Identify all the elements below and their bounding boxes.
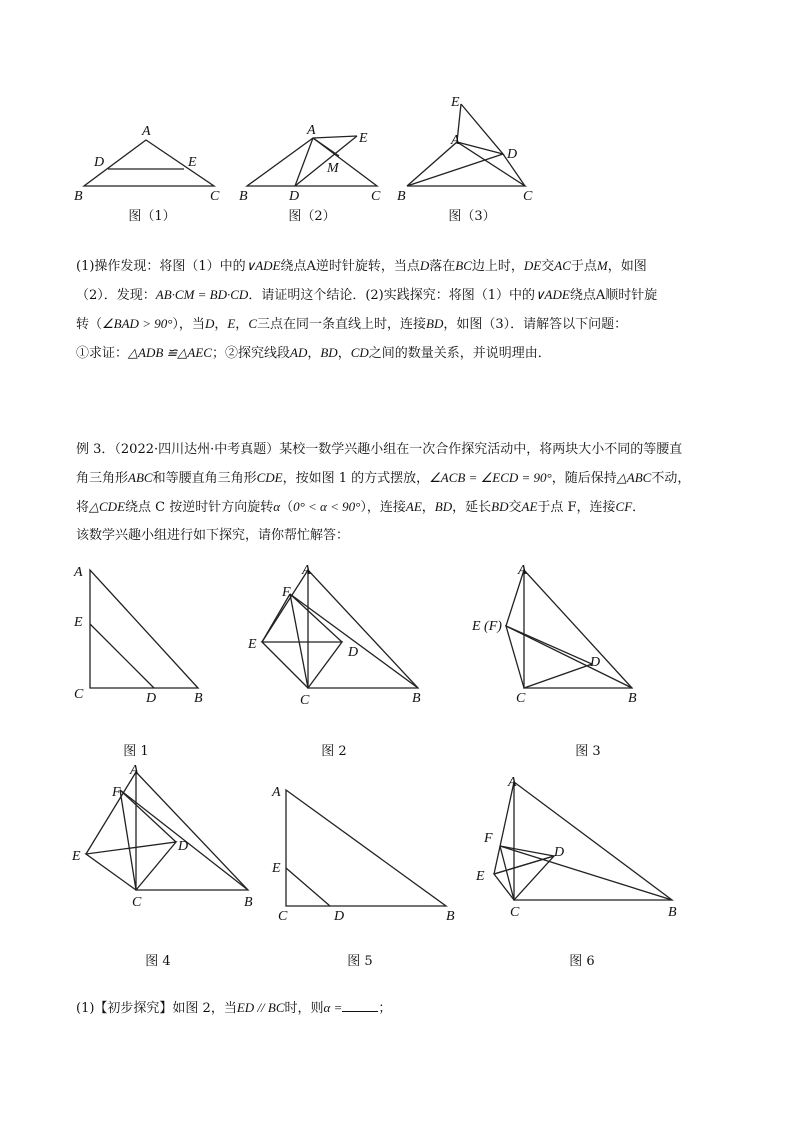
problem-1-text	[76, 252, 726, 368]
text: ．	[632, 500, 646, 515]
triangle-abc	[308, 570, 418, 688]
grid-figure-4	[70, 760, 260, 910]
text: ），连接	[360, 500, 406, 515]
text: ，	[235, 317, 249, 332]
segment-am	[313, 138, 339, 156]
text: 绕点A顺时针旋	[569, 288, 658, 303]
math: AC	[554, 258, 571, 273]
answer-blank[interactable]	[342, 999, 378, 1012]
math: ED // BC	[236, 1000, 285, 1015]
label-a: A	[508, 775, 517, 790]
text: ，随后保持	[551, 471, 617, 486]
label-c: C	[510, 905, 520, 920]
math: ∠ACB = ∠ECD = 90°	[429, 470, 552, 485]
math: D	[419, 258, 430, 273]
text: 该数学兴趣小组进行如下探究，请你帮忙解答：	[76, 528, 350, 543]
label-b: B	[446, 909, 455, 924]
triangle-abc	[90, 570, 198, 688]
math: AE	[521, 499, 538, 514]
figure-1-caption: 图（1）	[128, 209, 176, 224]
label-a: A	[74, 565, 83, 580]
label-m: M	[327, 161, 339, 176]
label-b: B	[668, 905, 677, 920]
grid-figure-6-caption: 图 6	[569, 954, 595, 969]
label-c: C	[516, 691, 526, 706]
grid-figure-5-caption: 图 5	[347, 954, 373, 969]
triangle-cde	[494, 856, 554, 900]
segment-fb	[290, 594, 418, 688]
triangle-abc	[514, 782, 672, 900]
text: 绕点 C 按逆时针方向旋转	[125, 500, 274, 515]
triangle-cde	[506, 626, 592, 688]
text: 交	[508, 500, 522, 515]
math: α	[273, 499, 281, 514]
segment-ea	[506, 570, 524, 626]
text: ，如图（3）．请解答以下问题：	[443, 317, 628, 332]
label-c: C	[278, 909, 288, 924]
text: (1)【初步探究】如图 2，当	[76, 1001, 237, 1016]
segment-fd	[120, 790, 176, 842]
label-b: B	[412, 691, 421, 706]
grid-figure-4-diagram	[70, 760, 260, 910]
math: AE	[405, 499, 422, 514]
label-e: E	[272, 861, 281, 876]
triangle-abc	[136, 772, 248, 890]
text: ），当	[172, 317, 205, 332]
label-d: D	[334, 909, 345, 924]
grid-figure-6-diagram	[470, 770, 680, 920]
text: 和等腰直角三角形	[152, 471, 257, 486]
label-e: E	[451, 95, 460, 110]
grid-figure-3-caption: 图 3	[575, 744, 601, 759]
problem-2-line-4	[76, 522, 726, 550]
grid-figure-2	[246, 560, 436, 710]
label-e: E	[74, 615, 83, 630]
math: CD	[350, 345, 369, 360]
problem-1-line-3	[76, 310, 726, 339]
math: α =	[323, 1000, 343, 1015]
label-c: C	[132, 895, 142, 910]
label-a: A	[451, 133, 460, 148]
text: 于点 F，连接	[537, 500, 616, 515]
text: 边上时，	[471, 259, 524, 274]
math: ∨ADE	[245, 258, 281, 273]
math: M	[596, 258, 608, 273]
label-a: A	[307, 123, 316, 138]
math: ABC	[128, 470, 153, 485]
label-e: E	[72, 849, 81, 864]
label-e: E	[188, 155, 197, 170]
problem-2-line-3	[76, 493, 726, 522]
text: 时，则	[284, 1001, 324, 1016]
label-ef: E (F)	[472, 619, 502, 634]
label-d: D	[507, 147, 518, 162]
label-d: D	[348, 645, 359, 660]
grid-figure-6	[470, 770, 680, 920]
text: ；②探究线段	[211, 346, 290, 361]
grid-figure-1-diagram	[70, 560, 220, 710]
text: ，如图	[607, 259, 647, 274]
triangle-cde	[262, 642, 342, 688]
math: ∨ADE	[535, 287, 570, 302]
segment-ea	[262, 570, 308, 642]
text: ，按如图 1 的方式摆放，	[282, 471, 430, 486]
label-c: C	[523, 189, 533, 204]
text: 于点	[570, 259, 597, 274]
label-b: B	[239, 189, 248, 204]
text: ；	[378, 1001, 392, 1016]
label-e: E	[476, 869, 485, 884]
text: ①求证：	[76, 346, 129, 361]
text: (1)操作发现：将图（1）中的	[76, 259, 246, 274]
grid-figure-2-caption: 图 2	[321, 744, 347, 759]
math: CDE	[256, 470, 283, 485]
math: ∠BAD > 90°	[102, 316, 173, 331]
text: ，	[421, 500, 435, 515]
figure-2-caption: 图（2）	[288, 209, 336, 224]
label-a: A	[518, 563, 527, 578]
grid-figure-3	[470, 560, 650, 710]
math: △ADB ≌△AEC	[128, 345, 212, 360]
text: ，	[214, 317, 228, 332]
text: 落在	[429, 259, 456, 274]
grid-figure-5	[270, 778, 460, 924]
grid-figure-1-caption: 图 1	[123, 744, 149, 759]
label-c: C	[210, 189, 220, 204]
math: C	[248, 316, 257, 331]
label-d: D	[178, 839, 189, 854]
triangle-abc	[247, 138, 377, 186]
label-b: B	[244, 895, 253, 910]
math: DE	[523, 258, 542, 273]
text: （	[280, 500, 294, 515]
text: 角三角形	[76, 471, 129, 486]
text: ，	[307, 346, 321, 361]
label-e: E	[248, 637, 257, 652]
segment-bd	[407, 154, 503, 186]
label-b: B	[194, 691, 203, 706]
problem-1-line-1	[76, 252, 726, 281]
text: ，	[337, 346, 351, 361]
text: （2）．发现：	[76, 288, 156, 303]
math: BD	[320, 345, 338, 360]
segment-eb	[506, 626, 632, 688]
label-a: A	[272, 785, 281, 800]
triangle-cde	[86, 842, 176, 890]
text: ，延长	[452, 500, 492, 515]
grid-figure-3-diagram	[470, 560, 650, 710]
figure-3-diagram	[395, 92, 545, 210]
problem-1-line-2	[76, 281, 726, 310]
grid-figure-2-diagram	[246, 560, 436, 710]
text: 三点在同一条直线上时，连接	[256, 317, 426, 332]
problem-1-line-4	[76, 339, 726, 368]
label-a: A	[302, 563, 311, 578]
grid-figure-1	[70, 560, 220, 710]
figure-3	[395, 92, 545, 210]
label-d: D	[146, 691, 157, 706]
math: BC	[455, 258, 472, 273]
math: BD	[426, 316, 444, 331]
figure-3-caption: 图（3）	[448, 209, 496, 224]
question-1	[76, 994, 726, 1023]
math: AB·CM = BD·CD	[155, 287, 249, 302]
math: BD	[491, 499, 509, 514]
math: △ABC	[616, 470, 652, 485]
text: 将	[76, 500, 90, 515]
math: △CDE	[89, 499, 126, 514]
label-b: B	[74, 189, 83, 204]
segment-ed	[286, 868, 330, 906]
math: BD	[434, 499, 453, 514]
label-b: B	[397, 189, 406, 204]
label-a: A	[130, 763, 139, 778]
grid-figure-5-diagram	[270, 778, 460, 924]
text: 例 3．（2022·四川达州·中考真题）某校一数学兴趣小组在一次合作探究活动中，将两块大小不同的等腰直	[76, 442, 683, 457]
text: 交	[541, 259, 555, 274]
label-f: F	[282, 585, 291, 600]
label-d: D	[590, 655, 601, 670]
math: AD	[290, 345, 308, 360]
text: 之间的数量关系，并说明理由．	[368, 346, 551, 361]
problem-2-line-1	[76, 436, 726, 464]
label-b: B	[628, 691, 637, 706]
text: ．请证明这个结论．(2)实践探究：将图（1）中的	[248, 288, 536, 303]
math: D	[204, 316, 215, 331]
label-a: A	[142, 124, 151, 139]
segment-ae	[313, 136, 357, 138]
math: CF	[615, 499, 633, 514]
math: 0° < α < 90°	[293, 499, 361, 514]
text: 转（	[76, 317, 103, 332]
triangle-abc	[524, 570, 632, 688]
label-c: C	[74, 687, 84, 702]
math: E	[227, 316, 236, 331]
label-f: F	[112, 785, 121, 800]
problem-2-text	[76, 436, 726, 550]
label-c: C	[300, 693, 310, 708]
segment-ed	[90, 624, 154, 688]
label-f: F	[484, 831, 493, 846]
problem-2-line-2	[76, 464, 726, 493]
label-d: D	[289, 189, 300, 204]
segment-fc	[120, 790, 136, 890]
text: 不动，	[651, 471, 691, 486]
label-e: E	[359, 131, 368, 146]
grid-figure-4-caption: 图 4	[145, 954, 171, 969]
text: 绕点A逆时针旋转，当点	[280, 259, 420, 274]
label-d: D	[94, 155, 105, 170]
segment-fb	[500, 846, 672, 900]
label-c: C	[371, 189, 381, 204]
label-d: D	[554, 845, 565, 860]
